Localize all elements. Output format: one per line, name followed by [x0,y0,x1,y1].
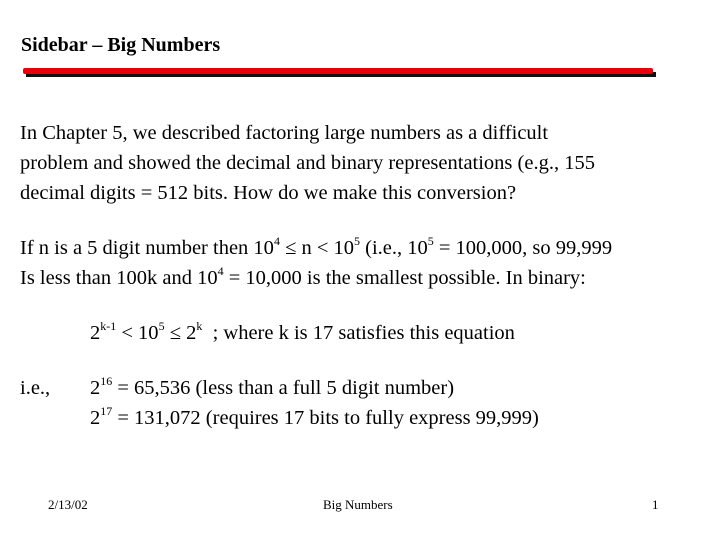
text-segment: (i.e., 10 [360,237,428,259]
text-line [20,376,50,400]
text-segment: 2 [90,322,101,344]
text-segment: In Chapter 5, we described factoring large numbers as a difficult [20,122,549,144]
text-segment: = 131,072 (requires 17 bits to fully express 99,999) [112,407,539,429]
text-line [20,266,586,290]
text-segment: ≤ n < 10 [279,237,354,259]
superscript: 5 [427,234,434,248]
text-line [90,376,454,400]
text-segment: = 100,000, so 99,999 [433,237,613,259]
text-segment: 2 [90,377,101,399]
text-segment: decimal digits = 512 bits. How do we make this conversion? [20,182,517,204]
superscript: 16 [100,374,113,388]
superscript: 4 [273,234,280,248]
superscript: 17 [100,404,113,418]
text-line [20,181,516,205]
footer-date: 2/13/02 [48,497,88,512]
text-segment: ; where k is 17 satisfies this equation [202,322,515,344]
superscript: 5 [158,319,165,333]
text-segment: i.e., [20,377,51,399]
slide-title: Sidebar – Big Numbers [21,34,221,56]
superscript: 5 [354,234,360,248]
text-segment: ≤ 2 [164,322,197,344]
footer-page-number: 1 [652,497,659,512]
title-rule [23,68,653,74]
superscript: k [196,319,203,333]
footer-title: Big Numbers [323,497,393,512]
text-segment: 2 [90,407,101,429]
text-segment: = 10,000 is the smallest possible. In binary: [223,267,586,289]
text-line [90,406,539,430]
text-segment: = 65,536 (less than a full 5 digit number) [112,377,455,399]
text-line [20,121,548,145]
text-line [20,236,612,260]
text-segment: problem and showed the decimal and binary representations (e.g., 155 [20,152,595,174]
superscript: 4 [217,264,224,278]
text-line [90,321,515,345]
text-segment: Is less than 100k and 10 [20,267,218,289]
text-segment: < 10 [116,322,159,344]
text-segment: If n is a 5 digit number then 10 [20,237,274,259]
superscript: k-1 [100,319,117,333]
text-line [20,151,595,175]
